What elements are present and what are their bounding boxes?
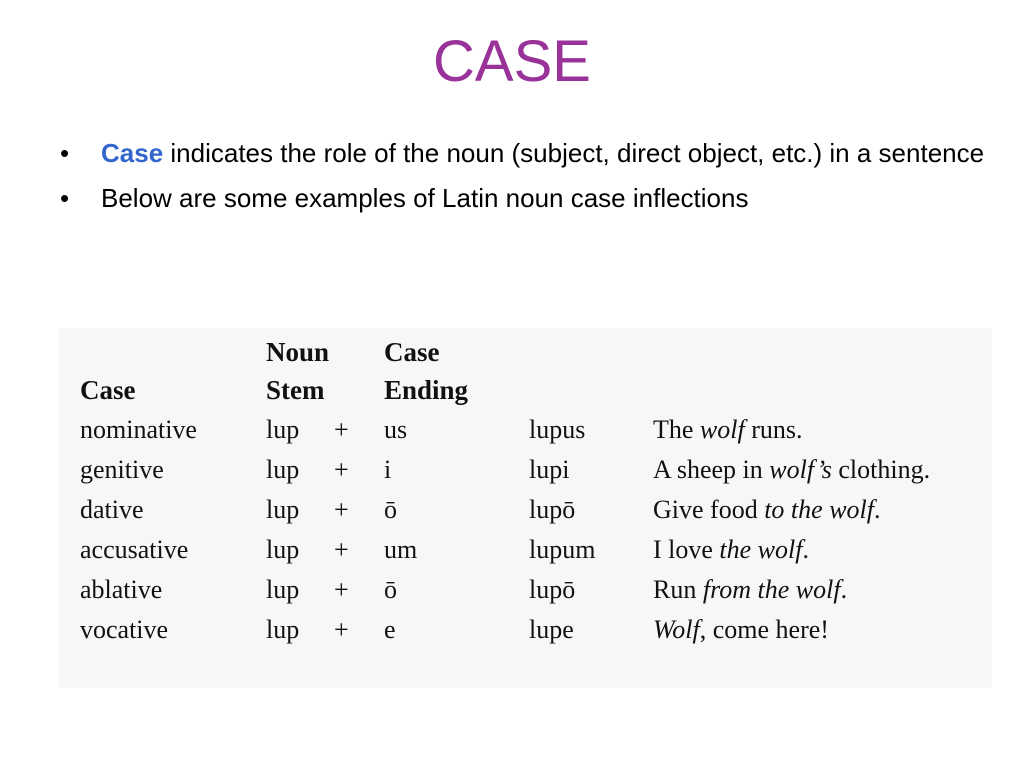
example-text: . [873, 495, 881, 524]
noun-stem: lup [266, 415, 300, 444]
noun-stem: lup [266, 535, 300, 564]
header-blank [529, 334, 653, 370]
header-blank [653, 334, 973, 370]
example-text: Run [653, 575, 703, 604]
case-name: ablative [80, 575, 163, 604]
header-case-top: Case [384, 336, 440, 367]
header-blank [334, 370, 384, 410]
inflected-form: lupi [529, 455, 570, 484]
example-sentence [653, 570, 973, 610]
case-name: genitive [80, 455, 164, 484]
noun-stem: lup [266, 575, 300, 604]
case-ending: ō [384, 575, 397, 604]
table-row [80, 450, 973, 490]
example-sentence [653, 410, 973, 450]
inflected-form: lupum [529, 535, 596, 564]
example-italic: wolf [699, 415, 745, 444]
noun-stem: lup [266, 495, 300, 524]
case-name: dative [80, 495, 144, 524]
noun-stem: lup [266, 615, 300, 644]
plus-sign: + [334, 455, 349, 484]
bullet-text: Below are some examples of Latin noun case inflections [101, 182, 749, 213]
header-blank [529, 370, 653, 410]
table-row [80, 570, 973, 610]
example-italic: from the wolf [702, 575, 841, 604]
inflected-form: lupō [529, 495, 576, 524]
example-sentence [653, 610, 973, 650]
table-row [80, 530, 973, 570]
table-row [80, 410, 973, 450]
header-noun: Noun [266, 336, 330, 367]
example-sentence [653, 530, 973, 570]
plus-sign: + [334, 615, 349, 644]
example-text: . [840, 575, 848, 604]
bullet-list [60, 136, 990, 226]
header-blank [80, 334, 266, 370]
table-body [80, 410, 973, 650]
example-text: runs. [744, 415, 803, 444]
header-blank [653, 370, 973, 410]
noun-stem: lup [266, 455, 300, 484]
case-ending: us [384, 415, 408, 444]
case-name: accusative [80, 535, 189, 564]
inflected-form: lupe [529, 615, 574, 644]
case-ending: e [384, 615, 396, 644]
case-name: nominative [80, 415, 197, 444]
slide-title: CASE [433, 29, 591, 94]
table-row [80, 610, 973, 650]
example-italic: wolf’s [769, 455, 832, 484]
bullet-item [60, 181, 990, 216]
scanned-table-image [58, 328, 992, 688]
inflected-form: lupus [529, 415, 586, 444]
header-blank [334, 334, 384, 370]
example-italic: the wolf [719, 535, 803, 564]
plus-sign: + [334, 575, 349, 604]
example-text: A sheep in [653, 455, 770, 484]
bullet-item [60, 136, 990, 171]
example-text: clothing. [831, 455, 931, 484]
bullet-term: Case [101, 138, 164, 168]
plus-sign: + [334, 535, 349, 564]
example-italic: Wolf [653, 615, 700, 644]
case-inflection-table [80, 334, 973, 650]
case-ending: um [384, 535, 418, 564]
case-ending: ō [384, 495, 397, 524]
bullet-text: indicates the role of the noun (subject, direct object, etc.) in a sentence [163, 138, 985, 168]
example-sentence [653, 490, 973, 530]
example-text: The [653, 415, 700, 444]
plus-sign: + [334, 415, 349, 444]
bullet-dot-icon: • [60, 182, 70, 213]
plus-sign: + [334, 495, 349, 524]
table-row [80, 490, 973, 530]
case-name: vocative [80, 615, 169, 644]
inflected-form: lupō [529, 575, 576, 604]
example-italic: to the wolf [764, 495, 874, 524]
bullet-dot-icon: • [60, 138, 70, 168]
header-stem: Stem [266, 374, 325, 405]
example-sentence [653, 450, 973, 490]
header-case: Case [80, 374, 136, 405]
case-ending: i [384, 455, 392, 484]
example-text: . [802, 535, 809, 564]
header-ending: Ending [384, 374, 469, 405]
example-text: I love [653, 535, 720, 564]
example-text: Give food [653, 495, 765, 524]
example-text: , come here! [699, 615, 829, 644]
